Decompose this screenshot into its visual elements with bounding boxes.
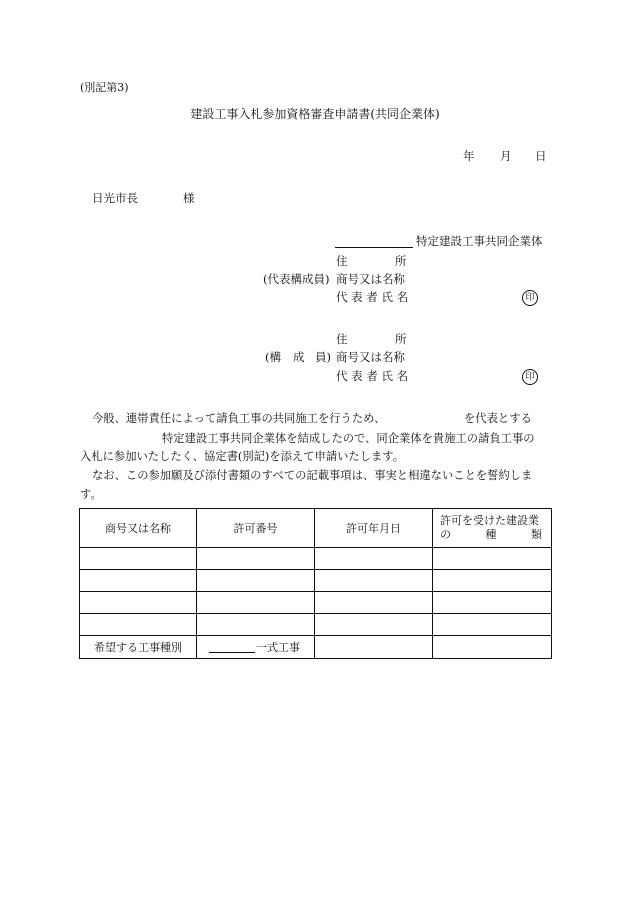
header-license-date: 許可年月日 — [315, 509, 433, 548]
table-row — [80, 570, 552, 592]
header-industry-line-1: 許可を受けた建設業 — [440, 514, 539, 527]
table-footer-row — [80, 636, 552, 659]
table-cell — [197, 592, 315, 614]
header-industry-2b: 種 — [485, 528, 497, 541]
header-license-number: 許可番号 — [197, 509, 315, 548]
addressee-name: 日光市長 — [92, 191, 138, 205]
table-cell — [197, 614, 315, 636]
table-cell — [315, 614, 433, 636]
table-cell — [315, 570, 433, 592]
rep-representative-name-label: 代 表 者 氏 名 — [336, 290, 409, 304]
header-trade-name: 商号又は名称 — [80, 509, 197, 548]
table-cell — [80, 614, 197, 636]
addressee-honorific: 様 — [183, 191, 195, 205]
desired-work-type-label: 希望する工事種別 — [80, 636, 197, 659]
body-line-1b: を代表とする — [464, 412, 532, 425]
body-line-4: なお、この参加願及び添付書類のすべての記載事項は、事実と相違ないことを誓約しま — [92, 469, 533, 482]
table-cell — [315, 548, 433, 570]
rep-address-label-2: 所 — [395, 254, 407, 268]
table-cell — [197, 570, 315, 592]
table-row — [80, 592, 552, 614]
rep-role: (代表構成員) — [263, 272, 330, 286]
jv-suffix: 特定建設工事共同企業体 — [416, 234, 543, 248]
rep-seal-icon: 印 — [522, 290, 538, 306]
table-cell — [433, 614, 552, 636]
table-cell — [433, 548, 552, 570]
header-industry-2a: の — [440, 528, 451, 541]
table-cell — [433, 636, 552, 659]
member-address-label-1: 住 — [336, 332, 348, 346]
date-year: 年 — [463, 149, 475, 163]
member-representative-name-label: 代 表 者 氏 名 — [336, 369, 409, 383]
table-cell — [80, 592, 197, 614]
member-role-2: 成 — [293, 350, 305, 364]
date-day: 日 — [535, 149, 547, 163]
body-line-2: 特定建設工事共同企業体を結成したので、同企業体を貴施工の請負工事の — [162, 432, 535, 445]
table-row — [80, 614, 552, 636]
rep-address-label-1: 住 — [336, 254, 348, 268]
body-line-1a: 今般、連帯責任によって請負工事の共同施工を行うため、 — [92, 412, 386, 425]
rep-trade-name-label: 商号又は名称 — [336, 272, 405, 286]
table-cell — [197, 548, 315, 570]
header-industry-line-2 — [440, 528, 551, 542]
jv-name-blank — [335, 247, 413, 248]
table-cell — [433, 570, 552, 592]
member-role-1: (構 — [265, 350, 281, 364]
work-type-suffix: 一式工事 — [256, 640, 300, 654]
header-industry-2c: 類 — [531, 528, 542, 541]
body-line-5: す。 — [80, 488, 102, 501]
table-cell — [80, 570, 197, 592]
date-month: 月 — [500, 149, 512, 163]
member-trade-name-label: 商号又は名称 — [336, 350, 405, 364]
work-type-blank — [209, 652, 255, 653]
document-title: 建設工事入札参加資格審査申請書(共同企業体) — [190, 107, 440, 121]
member-seal-icon: 印 — [522, 369, 538, 385]
member-address-label-2: 所 — [395, 332, 407, 346]
annex-label: (別記第3) — [80, 81, 129, 94]
body-line-3: 入札に参加いたしたく、協定書(別記)を添えて申請いたします。 — [80, 450, 405, 463]
table-cell — [80, 548, 197, 570]
table-cell — [315, 592, 433, 614]
table-cell — [433, 592, 552, 614]
table-header-row — [80, 509, 552, 548]
member-role-3: 員) — [315, 350, 331, 364]
header-industry-type — [433, 509, 552, 548]
table-row — [80, 548, 552, 570]
license-table — [79, 508, 552, 659]
desired-work-type-value — [197, 636, 315, 659]
table-cell — [315, 636, 433, 659]
